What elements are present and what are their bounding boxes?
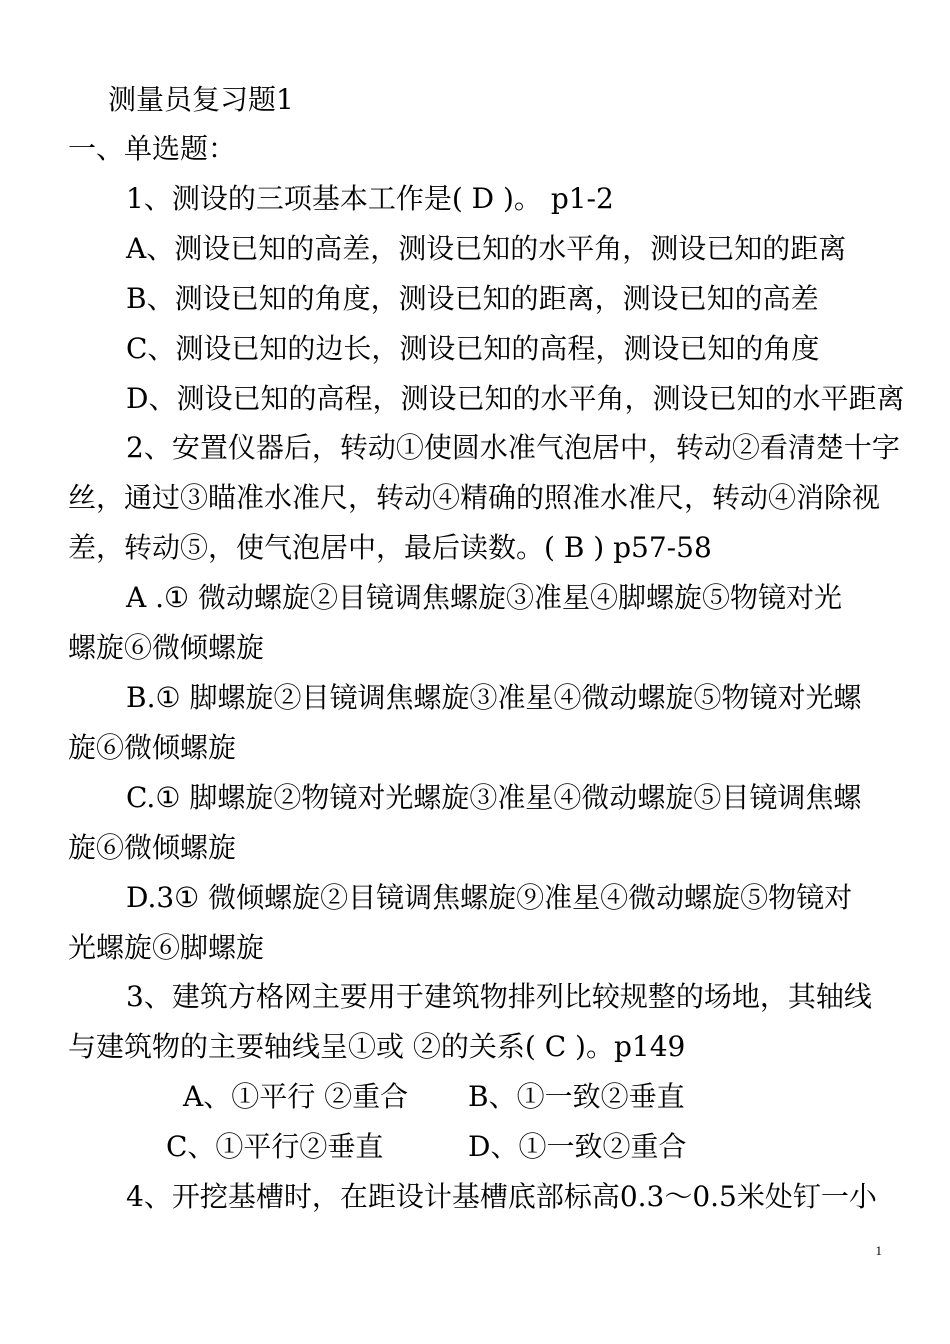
- section-heading: 一、单选题：: [68, 132, 237, 165]
- question-1-option-b: B、测设已知的角度，测设已知的距离，测设已知的高差: [126, 282, 819, 315]
- question-1-option-a: A、测设已知的高差，测设已知的水平角，测设已知的距离: [126, 232, 847, 265]
- question-2-line-3: 差，转动⑤，使气泡居中，最后读数。( B ) p57-58: [68, 531, 712, 564]
- question-2-option-d-line-1: D.3① 微倾螺旋②目镜调焦螺旋⑨准星④微动螺旋⑤物镜对: [126, 881, 853, 914]
- question-2-line-1: 2、安置仪器后，转动①使圆水准气泡居中，转动②看清楚十字: [126, 431, 900, 464]
- question-1-option-c: C、测设已知的边长，测设已知的高程，测设已知的角度: [126, 332, 820, 365]
- question-3-line-2: 与建筑物的主要轴线呈①或 ②的关系( C )。p149: [68, 1030, 686, 1063]
- question-2-line-2: 丝，通过③瞄准水准尺，转动④精确的照准水准尺，转动④消除视: [68, 481, 881, 514]
- question-2-option-a-line-1: A .① 微动螺旋②目镜调焦螺旋③准星④脚螺旋⑤物镜对光: [126, 581, 843, 614]
- question-3-line-1: 3、建筑方格网主要用于建筑物排列比较规整的场地，其轴线: [126, 980, 872, 1013]
- document-title: 测量员复习题1: [108, 83, 294, 116]
- question-2-option-b-line-2: 旋⑥微倾螺旋: [68, 731, 237, 764]
- question-2-option-c-line-2: 旋⑥微倾螺旋: [68, 831, 237, 864]
- question-2-option-a-line-2: 螺旋⑥微倾螺旋: [68, 631, 265, 664]
- page-number: 1: [875, 1243, 882, 1258]
- question-3-option-c: C、①平行②垂直: [166, 1130, 384, 1163]
- question-1-option-d: D、测设已知的高程，测设已知的水平角，测设已知的水平距离: [126, 382, 905, 415]
- question-3-option-a: A、①平行 ②重合: [183, 1080, 409, 1113]
- question-2-option-b-line-1: B.① 脚螺旋②目镜调焦螺旋③准星④微动螺旋⑤物镜对光螺: [126, 681, 862, 714]
- question-4-line-1: 4、开挖基槽时，在距设计基槽底部标高0.3～0.5米处钉一小: [126, 1180, 877, 1213]
- question-3-option-b: B、①一致②垂直: [468, 1080, 685, 1113]
- question-1: 1、测设的三项基本工作是( D )。 p1-2: [126, 182, 614, 215]
- question-2-option-d-line-2: 光螺旋⑥脚螺旋: [68, 931, 265, 964]
- question-2-option-c-line-1: C.① 脚螺旋②物镜对光螺旋③准星④微动螺旋⑤目镜调焦螺: [126, 781, 862, 814]
- question-3-option-d: D、①一致②重合: [468, 1130, 687, 1163]
